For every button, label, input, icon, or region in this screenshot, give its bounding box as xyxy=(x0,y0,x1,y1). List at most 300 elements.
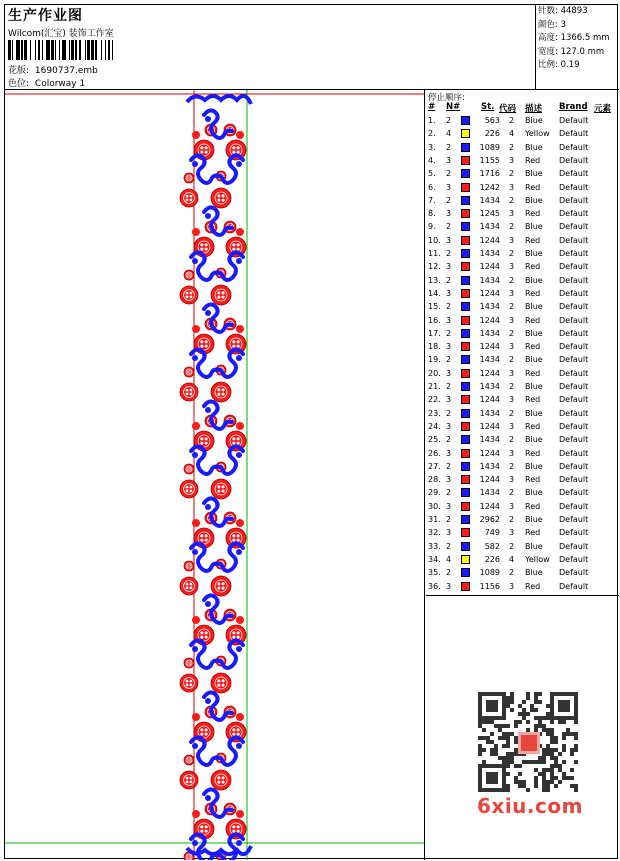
qr-module xyxy=(566,732,570,736)
row-number: 28. xyxy=(428,475,441,485)
row-needle: 3 xyxy=(446,315,452,325)
qr-module xyxy=(534,724,538,728)
medallion-dot xyxy=(205,636,208,639)
medallion-dot xyxy=(189,758,191,760)
qr-module xyxy=(534,784,538,788)
medallion-dot xyxy=(232,825,235,828)
qr-module xyxy=(542,716,546,720)
row-brand: Default xyxy=(559,355,589,365)
row-brand: Default xyxy=(559,395,589,405)
medallion-dot xyxy=(217,684,220,687)
qr-module xyxy=(502,736,506,740)
medallion-dot xyxy=(237,636,240,639)
medallion-dot xyxy=(186,684,189,687)
blue-motif-dot xyxy=(236,355,242,361)
qr-module xyxy=(478,752,482,756)
qr-finder-core xyxy=(486,772,498,784)
qr-module xyxy=(554,784,558,788)
stop-sequence-row xyxy=(426,340,619,353)
stop-sequence-row xyxy=(426,367,619,380)
medallion-dot xyxy=(187,467,189,469)
row-needle: 3 xyxy=(446,262,452,272)
row-number: 3. xyxy=(428,142,436,152)
blue-motif-dot xyxy=(192,161,198,167)
medallion-dot xyxy=(200,636,203,639)
row-stitches: 1434 xyxy=(479,435,500,445)
qr-module xyxy=(562,748,566,752)
qr-module xyxy=(526,720,530,724)
medallion-dot xyxy=(189,760,191,762)
color-swatch xyxy=(461,555,470,564)
qr-module xyxy=(538,720,542,724)
row-description: Blue xyxy=(525,355,543,365)
medallion-dot xyxy=(200,248,203,251)
red-small-dot xyxy=(192,519,200,527)
row-stitches: 1156 xyxy=(479,581,500,591)
qr-module xyxy=(550,772,554,776)
qr-module xyxy=(526,788,530,792)
qr-module xyxy=(574,736,578,740)
row-code: 3 xyxy=(509,448,515,458)
row-stitches: 1244 xyxy=(479,501,500,511)
row-code: 2 xyxy=(509,382,515,391)
medallion-dot xyxy=(186,296,189,299)
row-code: 3 xyxy=(509,501,515,511)
qr-module xyxy=(530,704,534,708)
row-needle: 2 xyxy=(446,275,452,285)
color-swatch xyxy=(461,449,470,458)
color-swatch xyxy=(461,169,470,178)
color-swatch xyxy=(461,276,470,285)
qr-module xyxy=(478,724,482,728)
stop-sequence-row xyxy=(426,274,619,287)
medallion-dot xyxy=(237,437,240,440)
row-brand: Default xyxy=(559,421,589,431)
qr-module xyxy=(550,764,554,768)
medallion-dot xyxy=(222,582,225,585)
row-needle: 3 xyxy=(446,155,452,165)
qr-module xyxy=(554,764,558,768)
qr-module xyxy=(502,724,506,728)
qr-module xyxy=(574,732,578,736)
qr-module xyxy=(542,728,546,732)
red-small-dot xyxy=(192,228,200,236)
qr-module xyxy=(530,708,534,712)
row-brand: Default xyxy=(559,342,589,352)
row-brand: Default xyxy=(559,155,589,165)
qr-module xyxy=(526,692,530,696)
stop-sequence-row xyxy=(426,314,619,327)
medallion-dot xyxy=(190,490,193,493)
qr-module xyxy=(546,728,550,732)
row-code: 2 xyxy=(509,249,515,258)
row-stitches: 1245 xyxy=(479,209,500,219)
qr-module xyxy=(574,744,578,748)
stop-sequence-row xyxy=(426,181,619,194)
qr-module xyxy=(506,784,510,788)
qr-module xyxy=(522,760,526,764)
color-swatch xyxy=(461,382,470,391)
row-needle: 2 xyxy=(446,222,452,232)
medallion-dot xyxy=(200,437,203,440)
qr-module xyxy=(506,760,510,764)
row-description: Red xyxy=(525,395,541,405)
row-code: 3 xyxy=(509,475,515,485)
row-stitches: 1244 xyxy=(479,395,500,405)
qr-module xyxy=(554,736,558,740)
qr-module xyxy=(534,776,538,780)
medallion-dot xyxy=(222,781,225,784)
row-code: 3 xyxy=(509,182,515,192)
blue-motif-dot xyxy=(236,161,242,167)
production-worksheet xyxy=(4,4,618,859)
red-medallion xyxy=(211,188,231,208)
row-description: Blue xyxy=(525,195,543,205)
medallion-dot xyxy=(232,830,235,833)
medallion-dot xyxy=(232,146,235,149)
row-description: Yellow xyxy=(525,129,550,139)
qr-module xyxy=(542,752,546,756)
stop-sequence-row xyxy=(426,327,619,340)
blue-motif-dot xyxy=(192,258,198,264)
row-brand: Default xyxy=(559,288,589,298)
row-code: 3 xyxy=(509,262,515,272)
medallion-dot xyxy=(222,490,225,493)
qr-module xyxy=(550,720,554,724)
medallion-dot xyxy=(200,825,203,828)
qr-module xyxy=(534,700,538,704)
row-stitches: 1244 xyxy=(479,448,500,458)
color-swatch xyxy=(461,409,470,418)
row-number: 18. xyxy=(428,342,441,352)
qr-module xyxy=(558,780,562,784)
qr-finder-core xyxy=(558,700,570,712)
qr-module xyxy=(574,784,578,788)
qr-module xyxy=(542,760,546,764)
colorway-row xyxy=(8,76,85,89)
row-number: 8. xyxy=(428,209,436,219)
qr-module xyxy=(546,744,550,748)
qr-module xyxy=(506,756,510,760)
qr-module xyxy=(518,712,522,716)
embroidery-motifs xyxy=(180,96,251,860)
row-needle: 2 xyxy=(446,116,452,125)
medallion-dot xyxy=(186,486,189,489)
blue-motif-dot xyxy=(192,840,198,846)
qr-module xyxy=(506,744,510,748)
row-description: Blue xyxy=(525,488,543,498)
row-needle: 2 xyxy=(446,382,452,391)
qr-module xyxy=(510,760,514,764)
row-code: 3 xyxy=(509,342,515,352)
medallion-dot xyxy=(190,292,193,295)
qr-module xyxy=(550,748,554,752)
medallion-dot xyxy=(187,564,189,566)
row-stitches: 1716 xyxy=(479,169,500,179)
row-stitches: 563 xyxy=(484,116,500,125)
red-medallion xyxy=(211,382,231,402)
row-needle: 3 xyxy=(446,368,452,378)
stop-sequence-row xyxy=(426,234,619,247)
row-stitches: 1434 xyxy=(479,195,500,205)
color-swatch xyxy=(461,475,470,484)
qr-module xyxy=(542,768,546,772)
qr-module xyxy=(502,760,506,764)
row-stitches: 226 xyxy=(484,554,500,564)
color-swatch xyxy=(461,395,470,404)
qr-module xyxy=(518,764,522,768)
medallion-dot xyxy=(187,275,189,277)
qr-module xyxy=(570,732,574,736)
color-swatch xyxy=(461,196,470,205)
qr-module xyxy=(518,780,522,784)
color-swatch xyxy=(461,316,470,325)
qr-module xyxy=(506,696,510,700)
stop-sequence-row xyxy=(426,407,619,420)
page-title: 生产作业图 xyxy=(8,8,83,24)
red-medallion xyxy=(184,755,194,765)
row-number: 11. xyxy=(428,249,441,258)
qr-module xyxy=(506,704,510,708)
medallion-dot xyxy=(222,194,225,197)
medallion-dot xyxy=(186,680,189,683)
medallion-dot xyxy=(232,728,235,731)
stop-sequence-row xyxy=(426,513,619,526)
row-brand: Default xyxy=(559,554,589,564)
stop-sequence-row xyxy=(426,460,619,473)
row-stitches: 1434 xyxy=(479,249,500,258)
qr-module xyxy=(562,776,566,780)
medallion-dot xyxy=(217,291,220,294)
row-description: Red xyxy=(525,501,541,511)
qr-module xyxy=(550,728,554,732)
medallion-dot xyxy=(205,534,208,537)
qr-module xyxy=(542,776,546,780)
qr-module xyxy=(514,748,518,752)
barcode xyxy=(8,40,148,60)
red-small-dot xyxy=(192,713,200,721)
medallion-dot xyxy=(186,781,189,784)
qr-module xyxy=(546,780,550,784)
qr-module xyxy=(506,700,510,704)
row-brand: Default xyxy=(559,315,589,325)
medallion-dot xyxy=(200,442,203,445)
qr-module xyxy=(558,752,562,756)
medallion-dot xyxy=(190,389,193,392)
qr-module xyxy=(542,780,546,784)
qr-module xyxy=(506,752,510,756)
medallion-dot xyxy=(190,583,193,586)
color-swatch xyxy=(461,329,470,338)
row-needle: 3 xyxy=(446,395,452,405)
red-small-dot xyxy=(236,519,244,527)
blue-motif-dot xyxy=(236,258,242,264)
medallion-dot xyxy=(237,539,240,542)
medallion-dot xyxy=(232,534,235,537)
row-stitches: 1244 xyxy=(479,421,500,431)
medallion-dot xyxy=(186,199,189,202)
row-code: 2 xyxy=(509,515,515,524)
qr-module xyxy=(550,756,554,760)
row-stitches: 1434 xyxy=(479,382,500,391)
row-description: Red xyxy=(525,182,541,192)
row-needle: 3 xyxy=(446,182,452,192)
qr-module xyxy=(514,752,518,756)
qr-module xyxy=(510,700,514,704)
blue-motif-dot xyxy=(205,698,211,704)
medallion-dot xyxy=(200,345,203,348)
row-needle: 3 xyxy=(446,501,452,511)
row-number: 29. xyxy=(428,488,441,498)
row-brand: Default xyxy=(559,368,589,378)
qr-module xyxy=(526,728,530,732)
medallion-dot xyxy=(186,777,189,780)
medallion-dot xyxy=(237,534,240,537)
row-needle: 3 xyxy=(446,581,452,591)
color-swatch xyxy=(461,568,470,577)
qr-module xyxy=(482,720,486,724)
row-description: Yellow xyxy=(525,554,550,564)
qr-module xyxy=(522,712,526,716)
row-number: 4. xyxy=(428,155,436,165)
col-brand: Brand xyxy=(559,102,588,112)
color-swatch xyxy=(461,502,470,511)
col-num: # xyxy=(428,102,436,112)
row-number: 12. xyxy=(428,262,441,272)
red-medallion xyxy=(180,674,198,692)
color-swatch xyxy=(461,183,470,192)
qr-module xyxy=(490,740,494,744)
medallion-dot xyxy=(200,146,203,149)
qr-code-watermark xyxy=(471,685,585,799)
qr-module xyxy=(554,760,558,764)
row-brand: Default xyxy=(559,249,589,258)
qr-module xyxy=(522,708,526,712)
qr-module xyxy=(562,760,566,764)
col-code: 代码 xyxy=(499,104,517,114)
stop-sequence-row xyxy=(426,540,619,553)
qr-module xyxy=(538,756,542,760)
medallion-dot xyxy=(189,178,191,180)
col-desc: 描述 xyxy=(525,104,543,114)
row-description: Blue xyxy=(525,275,543,285)
qr-module xyxy=(570,752,574,756)
medallion-dot xyxy=(217,199,220,202)
red-small-dot xyxy=(236,616,244,624)
qr-module xyxy=(554,748,558,752)
stop-sequence-row xyxy=(426,247,619,260)
stop-sequence-row xyxy=(426,220,619,233)
red-medallion xyxy=(211,770,231,790)
red-medallion xyxy=(211,285,231,305)
blue-motif-dot xyxy=(192,549,198,555)
row-description: Blue xyxy=(525,461,543,471)
row-stitches: 1434 xyxy=(479,222,500,232)
row-brand: Default xyxy=(559,475,589,485)
row-needle: 2 xyxy=(446,302,452,312)
qr-module xyxy=(562,720,566,724)
stop-sequence-header xyxy=(426,102,619,113)
medallion-dot xyxy=(186,195,189,198)
blue-motif-dot xyxy=(205,213,211,219)
row-brand: Default xyxy=(559,581,589,591)
row-number: 17. xyxy=(428,328,441,338)
row-brand: Default xyxy=(559,302,589,312)
row-brand: Default xyxy=(559,275,589,285)
row-description: Red xyxy=(525,209,541,219)
row-brand: Default xyxy=(559,195,589,205)
row-description: Red xyxy=(525,315,541,325)
row-description: Red xyxy=(525,342,541,352)
qr-module xyxy=(502,732,506,736)
qr-module xyxy=(506,724,510,728)
col-element: 元素 xyxy=(594,104,612,114)
red-medallion xyxy=(184,464,194,474)
row-description: Blue xyxy=(525,142,543,152)
row-needle: 4 xyxy=(446,129,452,139)
row-needle: 2 xyxy=(446,515,452,524)
stop-sequence-row xyxy=(426,393,619,406)
qr-module xyxy=(526,712,530,716)
qr-module xyxy=(570,768,574,772)
qr-module xyxy=(534,692,538,696)
qr-module xyxy=(574,720,578,724)
qr-center-logo-core xyxy=(521,735,537,751)
color-swatch xyxy=(461,342,470,351)
medallion-dot xyxy=(205,248,208,251)
qr-module xyxy=(486,720,490,724)
medallion-dot xyxy=(189,275,191,277)
row-code: 2 xyxy=(509,435,515,445)
row-needle: 2 xyxy=(446,408,452,418)
qr-module xyxy=(514,740,518,744)
medallion-dot xyxy=(189,176,191,178)
medallion-dot xyxy=(232,151,235,154)
row-stitches: 1434 xyxy=(479,275,500,285)
qr-module xyxy=(522,700,526,704)
qr-module xyxy=(482,728,486,732)
medallion-dot xyxy=(205,442,208,445)
row-brand: Default xyxy=(559,142,589,152)
qr-module xyxy=(498,756,502,760)
row-description: Blue xyxy=(525,541,543,551)
row-number: 26. xyxy=(428,448,441,458)
qr-module xyxy=(478,748,482,752)
red-medallion xyxy=(180,286,198,304)
medallion-dot xyxy=(205,146,208,149)
color-swatch xyxy=(461,289,470,298)
row-stitches: 1434 xyxy=(479,461,500,471)
row-brand: Default xyxy=(559,448,589,458)
medallion-dot xyxy=(205,243,208,246)
stop-sequence-row xyxy=(426,526,619,539)
medallion-dot xyxy=(187,857,189,859)
medallion-dot xyxy=(232,248,235,251)
medallion-dot xyxy=(237,442,240,445)
row-code: 3 xyxy=(509,209,515,219)
row-code: 4 xyxy=(509,129,515,139)
blue-dragon-motif xyxy=(191,640,219,668)
row-code: 2 xyxy=(509,302,515,312)
stop-sequence-title: 停止顺序: xyxy=(428,93,465,103)
medallion-dot xyxy=(217,587,220,590)
medallion-dot xyxy=(237,733,240,736)
row-stitches: 1244 xyxy=(479,315,500,325)
qr-module xyxy=(506,764,510,768)
red-medallion xyxy=(211,673,231,693)
medallion-dot xyxy=(187,469,189,471)
medallion-dot xyxy=(232,340,235,343)
